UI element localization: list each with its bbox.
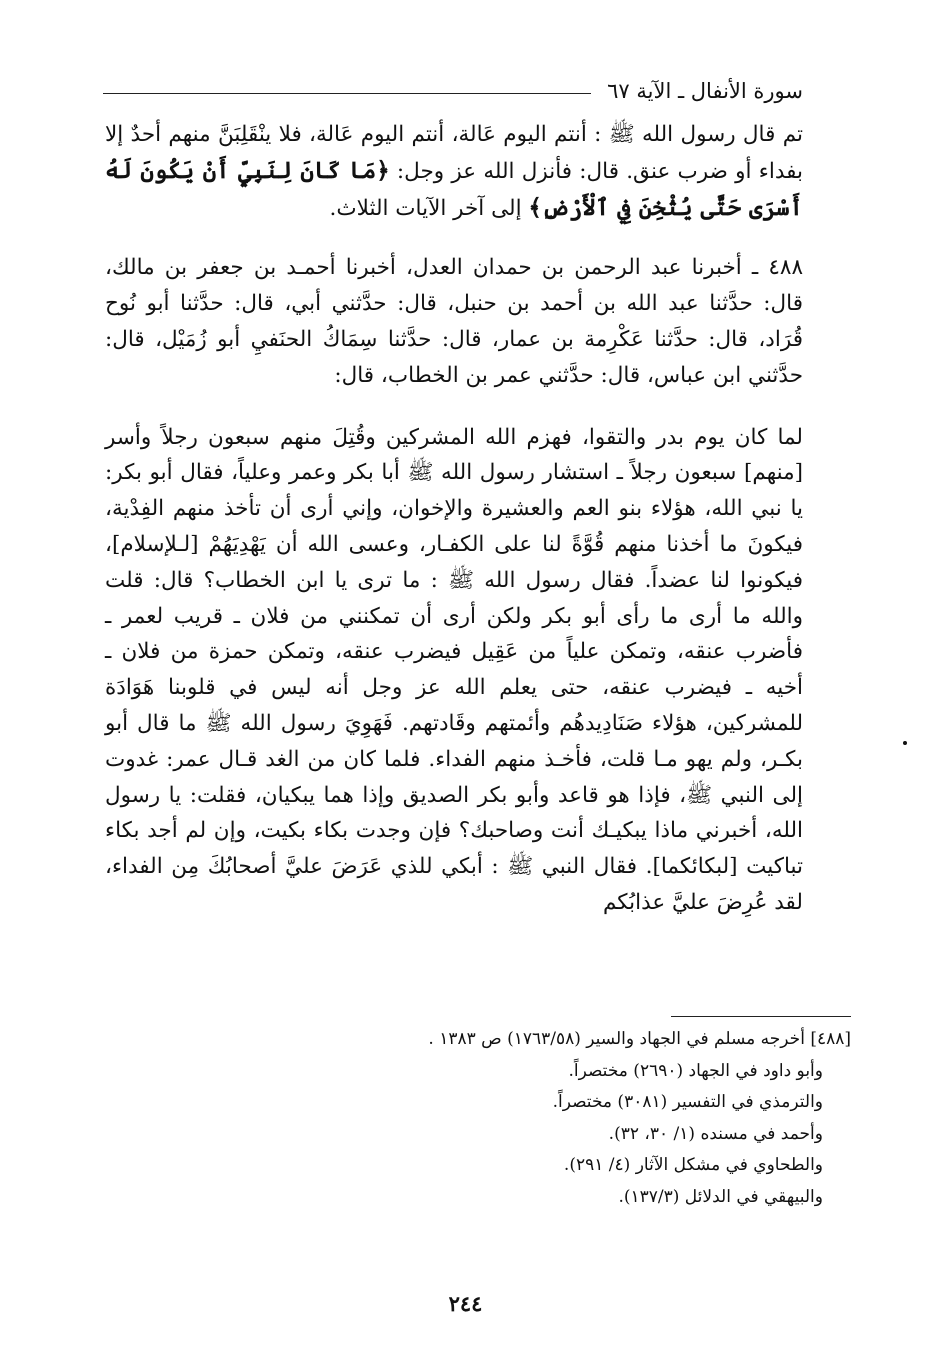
body-text — [105, 117, 803, 921]
header-title: سورة الأنفال ـ الآية ٦٧ — [607, 79, 803, 103]
footnote-item: وأحمد في مسنده (١/ ٣٠، ٣٢). — [608, 1123, 823, 1144]
isnad-paragraph: ٤٨٨ ـ أخبرنا عبد الرحمن بن حمدان العدل، أخبرنا أحمـد بن جعفر بن مالك، قال: حدَّثنا عبد الله بن أحمد بن حنبل، قال: حدَّثني أبي، قال: حدَّثنا أبو نُوح قُرَاد، قال: حدَّثنا عَكْرِمة بن عمار، قال: حدَّثنا سِمَاكُ الحنَفيِ أبو زُمَيْل، قال: حدَّثني ابن عباس، قال: حدَّثني عمر بن الخطاب، قال: — [105, 255, 803, 388]
intro-text: تم قال رسول الله ﷺ : أنتم اليوم عَالة، أنتم اليوم عَالة، فلا ينْقَلِبَنَّ منهم أحدٌ إلا بفداء أو ضرب عنق. قال: فأنزل الله عز وجل: — [105, 122, 803, 184]
footnotes — [91, 1024, 851, 1213]
narrative-paragraph: لما كان يوم بدر والتقوا، فهزم الله المشركين وقُتِلَ منهم سبعون رجلاً وأسر [منهم] سبعون رجلاً ـ استشار رسول الله ﷺ أبا بكر وعمر وعلياً، فقال أبو بكر: يا نبي الله، هؤلاء بنو العم والعشيرة والإخوان، وإني أرى أن تأخذ منهم الفِدْية، فيكونَ ما أخذنا منهم قُوَّةً لنا على الكفـار، وعسى الله أن يَهْدِيَهُمْ [لـلإسلام]، فيكونوا لنا عضداً. فقال رسول الله ﷺ : ما ترى يا ابن الخطاب؟ قال: قلت والله ما أرى ما رأى أبو بكر ولكن أرى أن تمكنني من فلان ـ قريب لعمر ـ فأضرب عنقه، وتمكن علياً من عَقِيل فيضرب عنقه، وتمكن حمزة من فلان ـ أخيه ـ فيضرب عنقه، حتى يعلم الله عز وجل أنه ليس في قلوبنا هَوَادَة للمشركين، هؤلاء صَنَادِيدهُم وأئمتهم وقَادتهم. فَهَوِيَ رسول الله ﷺ ما قال أبو بكـر، ولم يهو مـا قلت، فأخـذ منهم الفداء. فلما كان من الغد قـال عمر: غدوت إلى النبي ﷺ، فإذا هو قاعد وأبو بكر الصديق وإذا هما يبكيان، فقلت: يا رسول الله، أخبرني ماذا يبكيـك أنت وصاحبك؟ فإن وجدت بكاء بكيت، وإن لم أجد بكاء تباكيت [لبكائكما]. فقال النبي ﷺ : أبكي للذي عَرَضَ عليَّ أصحابُكَ مِن الفداء، لقد عُرِضَ عليَّ عذابُكم — [105, 424, 803, 915]
footnote-item: والطحاوي في مشكل الآثار (٤/ ٢٩١). — [563, 1155, 823, 1175]
page-number: ٢٤٤ — [448, 1291, 483, 1316]
footnote-item: والترمذي في التفسير (٣٠٨١) مختصراً. — [552, 1092, 823, 1112]
running-header — [103, 76, 803, 110]
intro-text-end: إلى آخر الآيات الثلاث. — [329, 195, 529, 221]
footnote-item: والبيهقي في الدلائل (١٣٧/٣). — [618, 1186, 823, 1207]
footnote-item: وأبو داود في الجهاد (٢٦٩٠) مختصراً. — [568, 1060, 823, 1081]
footnote-rule — [671, 1016, 851, 1017]
header-rule — [103, 93, 591, 94]
margin-mark — [903, 741, 907, 745]
intro-paragraph — [105, 117, 803, 226]
footnote-item: [٤٨٨] أخرجه مسلم في الجهاد والسير (١٧٦٣/٥٨) ص ١٣٨٣ . — [428, 1029, 851, 1049]
quran-verse: ﴿مَا كَانَ لِنَبِيٍّ أَنْ يَكُونَ لَهُ أَسْرَى حَتَّى يُثْخِنَ فِي ٱلْأَرْضِ﴾ — [105, 156, 803, 221]
